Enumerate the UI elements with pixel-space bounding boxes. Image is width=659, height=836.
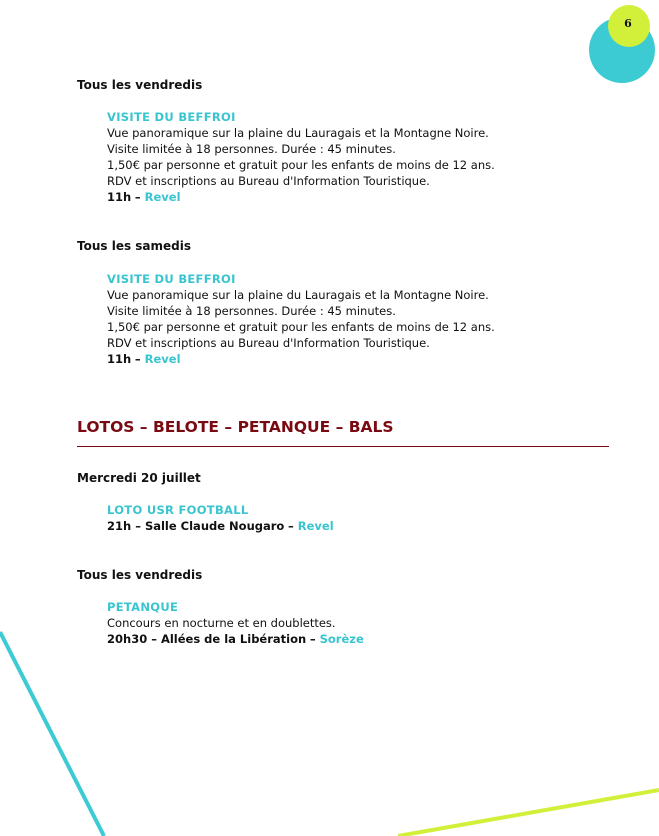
event-location: Revel (144, 190, 181, 204)
event-line: Vue panoramique sur la plaine du Lauragais et la Montagne Noire. (107, 126, 489, 140)
event-line: RDV et inscriptions au Bureau d'Information Touristique. (107, 336, 430, 350)
lime-diagonal-line (398, 790, 659, 836)
event-location: Sorèze (319, 632, 364, 646)
event-line: RDV et inscriptions au Bureau d'Information Touristique. (107, 174, 430, 188)
event-time: 11h (107, 190, 132, 204)
section-divider (77, 446, 609, 447)
event-line: Concours en nocturne et en doublettes. (107, 616, 336, 630)
event-time-location: 21h – Salle Claude Nougaro – Revel (107, 519, 334, 533)
event-title: VISITE DU BEFFROI (107, 110, 236, 124)
event-line: Visite limitée à 18 personnes. Durée : 45 minutes. (107, 304, 396, 318)
event-line: Vue panoramique sur la plaine du Lauragais et la Montagne Noire. (107, 288, 489, 302)
day-heading: Tous les vendredis (77, 568, 203, 582)
teal-diagonal-line (0, 632, 104, 836)
event-line: Visite limitée à 18 personnes. Durée : 45 minutes. (107, 142, 396, 156)
event-time: 11h (107, 352, 132, 366)
event-title: VISITE DU BEFFROI (107, 272, 236, 286)
day-heading: Tous les samedis (77, 239, 191, 253)
event-entry (107, 599, 364, 647)
event-location: Revel (297, 519, 334, 533)
section-title: LOTOS – BELOTE – PETANQUE – BALS (77, 418, 394, 436)
event-entry (107, 109, 495, 205)
event-entry (107, 502, 334, 534)
day-heading: Mercredi 20 juillet (77, 471, 201, 485)
event-location: Revel (144, 352, 181, 366)
event-entry (107, 271, 495, 367)
event-time-location: 20h30 – Allées de la Libération – Sorèze (107, 632, 364, 646)
event-time: 21h – Salle Claude Nougaro (107, 519, 285, 533)
event-title: LOTO USR FOOTBALL (107, 503, 249, 517)
event-title: PETANQUE (107, 600, 179, 614)
event-line: 1,50€ par personne et gratuit pour les enfants de moins de 12 ans. (107, 320, 495, 334)
event-time-location: 11h – Revel (107, 352, 181, 366)
event-line: 1,50€ par personne et gratuit pour les enfants de moins de 12 ans. (107, 158, 495, 172)
day-heading: Tous les vendredis (77, 78, 203, 92)
event-time-location: 11h – Revel (107, 190, 181, 204)
page-number: 6 (624, 17, 632, 30)
event-time: 20h30 – Allées de la Libération (107, 632, 307, 646)
